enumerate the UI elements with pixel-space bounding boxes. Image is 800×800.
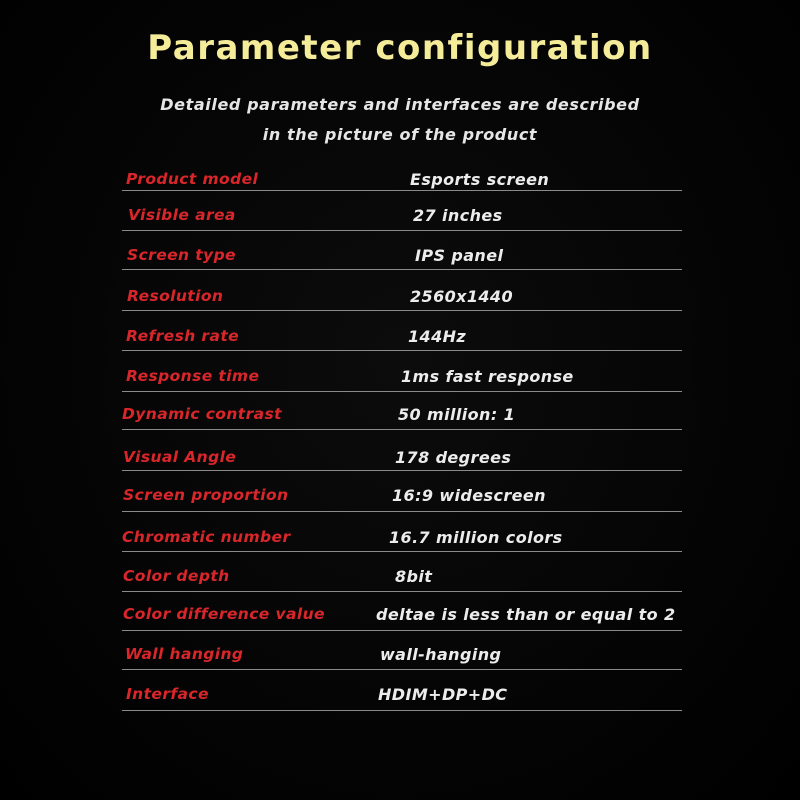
param-value: HDIM+DP+DC — [378, 685, 508, 704]
param-row-wall-hanging — [0, 645, 800, 675]
param-row-chromatic-number — [0, 528, 800, 558]
page-title: Parameter configuration — [147, 28, 653, 68]
param-label: Color difference value — [123, 605, 325, 623]
param-value: 144Hz — [408, 327, 467, 346]
param-row-dynamic-contrast — [0, 405, 800, 435]
param-value: IPS panel — [415, 246, 504, 265]
param-label: Resolution — [127, 287, 224, 305]
row-divider — [122, 669, 682, 670]
param-row-response-time — [0, 367, 800, 397]
param-label: Visual Angle — [123, 448, 237, 466]
param-value: 2560x1440 — [410, 287, 513, 306]
param-label: Interface — [126, 685, 209, 703]
row-divider — [122, 269, 682, 270]
param-value: 8bit — [395, 567, 433, 586]
param-row-resolution — [0, 287, 800, 317]
param-label: Chromatic number — [122, 528, 291, 546]
param-label: Wall hanging — [125, 645, 244, 663]
row-divider — [122, 429, 682, 430]
param-label: Screen proportion — [123, 486, 289, 504]
param-row-refresh-rate — [0, 327, 800, 357]
param-row-color-depth — [0, 567, 800, 597]
param-label: Color depth — [123, 567, 230, 585]
row-divider — [122, 190, 682, 191]
param-row-visible-area — [0, 206, 800, 236]
row-divider — [122, 230, 682, 231]
row-divider — [122, 591, 682, 592]
subtitle-line-2: in the picture of the product — [262, 125, 538, 144]
param-label: Visible area — [128, 206, 236, 224]
param-row-screen-type — [0, 246, 800, 276]
param-label: Response time — [126, 367, 260, 385]
param-label: Product model — [126, 170, 259, 188]
row-divider — [122, 350, 682, 351]
param-row-product-model — [0, 170, 800, 200]
param-value: 27 inches — [413, 206, 503, 225]
row-divider — [122, 470, 682, 471]
param-value: wall-hanging — [380, 645, 502, 664]
param-value: 16.7 million colors — [389, 528, 563, 547]
subtitle-line-1: Detailed parameters and interfaces are described — [160, 95, 640, 114]
param-row-visual-angle — [0, 448, 800, 478]
param-label: Refresh rate — [126, 327, 240, 345]
param-value: 1ms fast response — [401, 367, 574, 386]
param-label: Screen type — [127, 246, 236, 264]
param-value: 50 million: 1 — [398, 405, 516, 424]
row-divider — [122, 710, 682, 711]
row-divider — [122, 630, 682, 631]
row-divider — [122, 310, 682, 311]
param-value: 16:9 widescreen — [392, 486, 546, 505]
row-divider — [122, 391, 682, 392]
row-divider — [122, 551, 682, 552]
param-value: deltae is less than or equal to 2 — [376, 605, 676, 624]
param-value: Esports screen — [410, 170, 550, 189]
param-value: 178 degrees — [395, 448, 512, 467]
row-divider — [122, 511, 682, 512]
param-label: Dynamic contrast — [122, 405, 282, 423]
